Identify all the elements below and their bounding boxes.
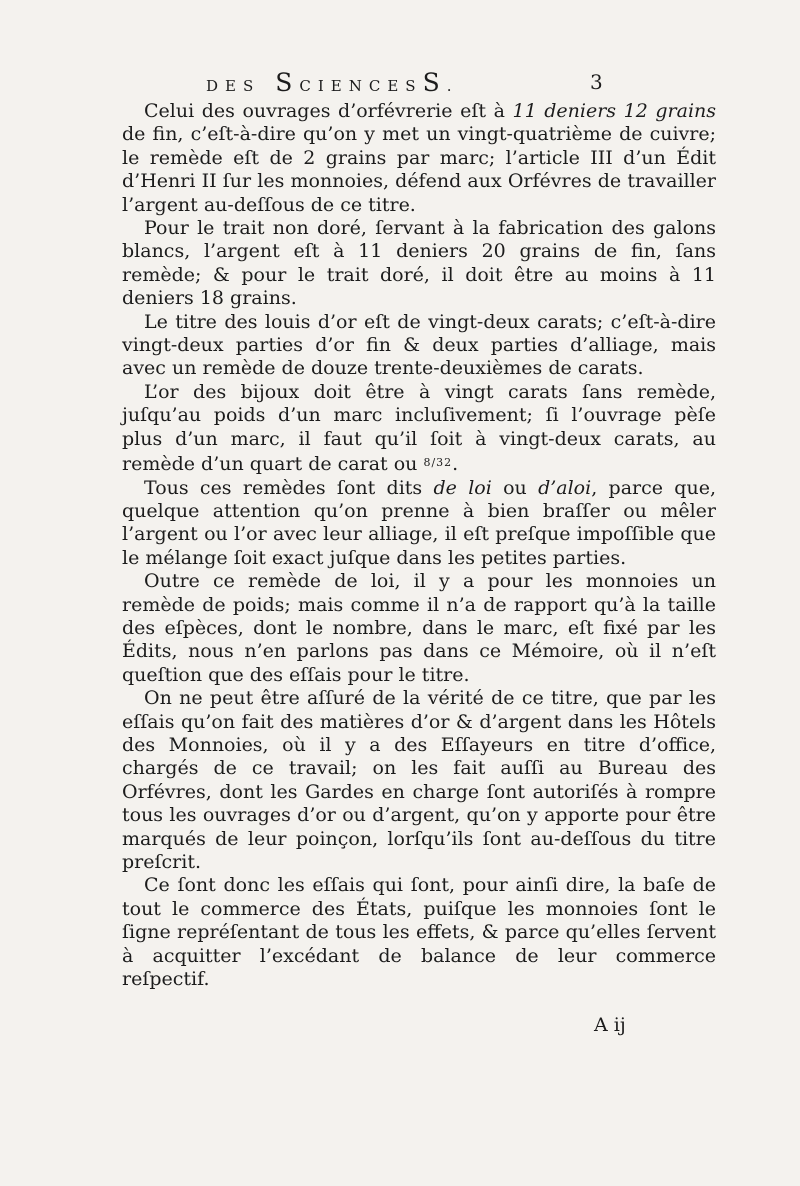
page-number: 3: [590, 70, 603, 94]
header-des: DES: [206, 77, 261, 95]
running-header: [206, 68, 586, 97]
signature-mark: A ij: [594, 1014, 626, 1036]
header-s-final: S: [422, 68, 447, 97]
paragraph-2: Pour le trait non doré, ſervant à la fabrication des galons blancs, l’argent eſt à 11 deniers 20 grains de fin, ſans remède; & pour le trait doré, il doit être au moins à 11 deniers 18 grains.: [122, 217, 716, 310]
paragraph-7: On ne peut être aſſuré de la vérité de ce titre, que par les eſſais qu’on fait des matières d’or & d’argent dans les Hôtels des Monnoies, où il y a des Eſſayeurs en titre d’office, chargés de ce travail; on les fait auſſi au Bureau des Orfévres, dont les Gardes en charge ſont autoriſés à rompre tous les ouvrages d’or ou d’argent, qu’on y apporte pour être marqués de leur poinçon, lorſqu’ils ſont au-deſſous du titre preſcrit.: [122, 687, 716, 873]
paragraph-4: L’or des bijoux doit être à vingt carats ſans remède, juſqu’au poids d’un marc incluſivement; ſi l’ouvrage pèſe plus d’un marc, il faut qu’il ſoit à vingt-deux carats, au remède d’un quart de carat ou $^{8/32}$.: [122, 380, 716, 476]
paragraph-1: Celui des ouvrages d’orfévrerie eſt à 11 deniers 12 grains de fin, c’eſt-à-dire qu’on y met un vingt-quatrième de cuivre; le remède eſt de 2 grains par marc; l’article III d’un Édit d’Henri II ſur les monnoies, défend aux Orfévres de travailler l’argent au-deſſous de ce titre.: [122, 100, 717, 216]
header-ciences: CIENCES: [299, 77, 423, 95]
paragraph-6: Outre ce remède de loi, il y a pour les monnoies un remède de poids; mais comme il n’a de rapport qu’à la taille des eſpèces, dont le nombre, dans le marc, eſt fixé par les Édits, nous n’en parlons pas dans ce Mémoire, où il n’eſt queſtion que des eſſais pour le titre.: [122, 570, 716, 686]
paragraph-5: Tous ces remèdes ſont dits de loi ou d’aloi, parce que, quelque attention qu’on prenne à bien braſſer ou mêler l’argent ou l’or avec leur alliage, il eſt preſque impoſſible que le mélange ſoit exact juſque dans les petites parties.: [122, 476, 716, 569]
body-text: [122, 100, 716, 991]
paragraph-8: Ce ſont donc les eſſais qui ſont, pour ainſi dire, la baſe de tout le commerce des États, puiſque les monnoies ſont le ſigne repréſentant de tous les effets, & parce qu’elles ſervent à acquitter l’excédant de balance de leur commerce reſpectif.: [122, 874, 716, 991]
header-s-initial: S: [275, 68, 300, 97]
header-dot: .: [446, 77, 459, 95]
fraction: 8/32: [423, 456, 453, 470]
paragraph-3: Le titre des louis d’or eſt de vingt-deux carats; c’eſt-à-dire vingt-deux parties d’or fin & deux parties d’alliage, mais avec un remède de douze trente-deuxièmes de carats.: [122, 310, 716, 380]
